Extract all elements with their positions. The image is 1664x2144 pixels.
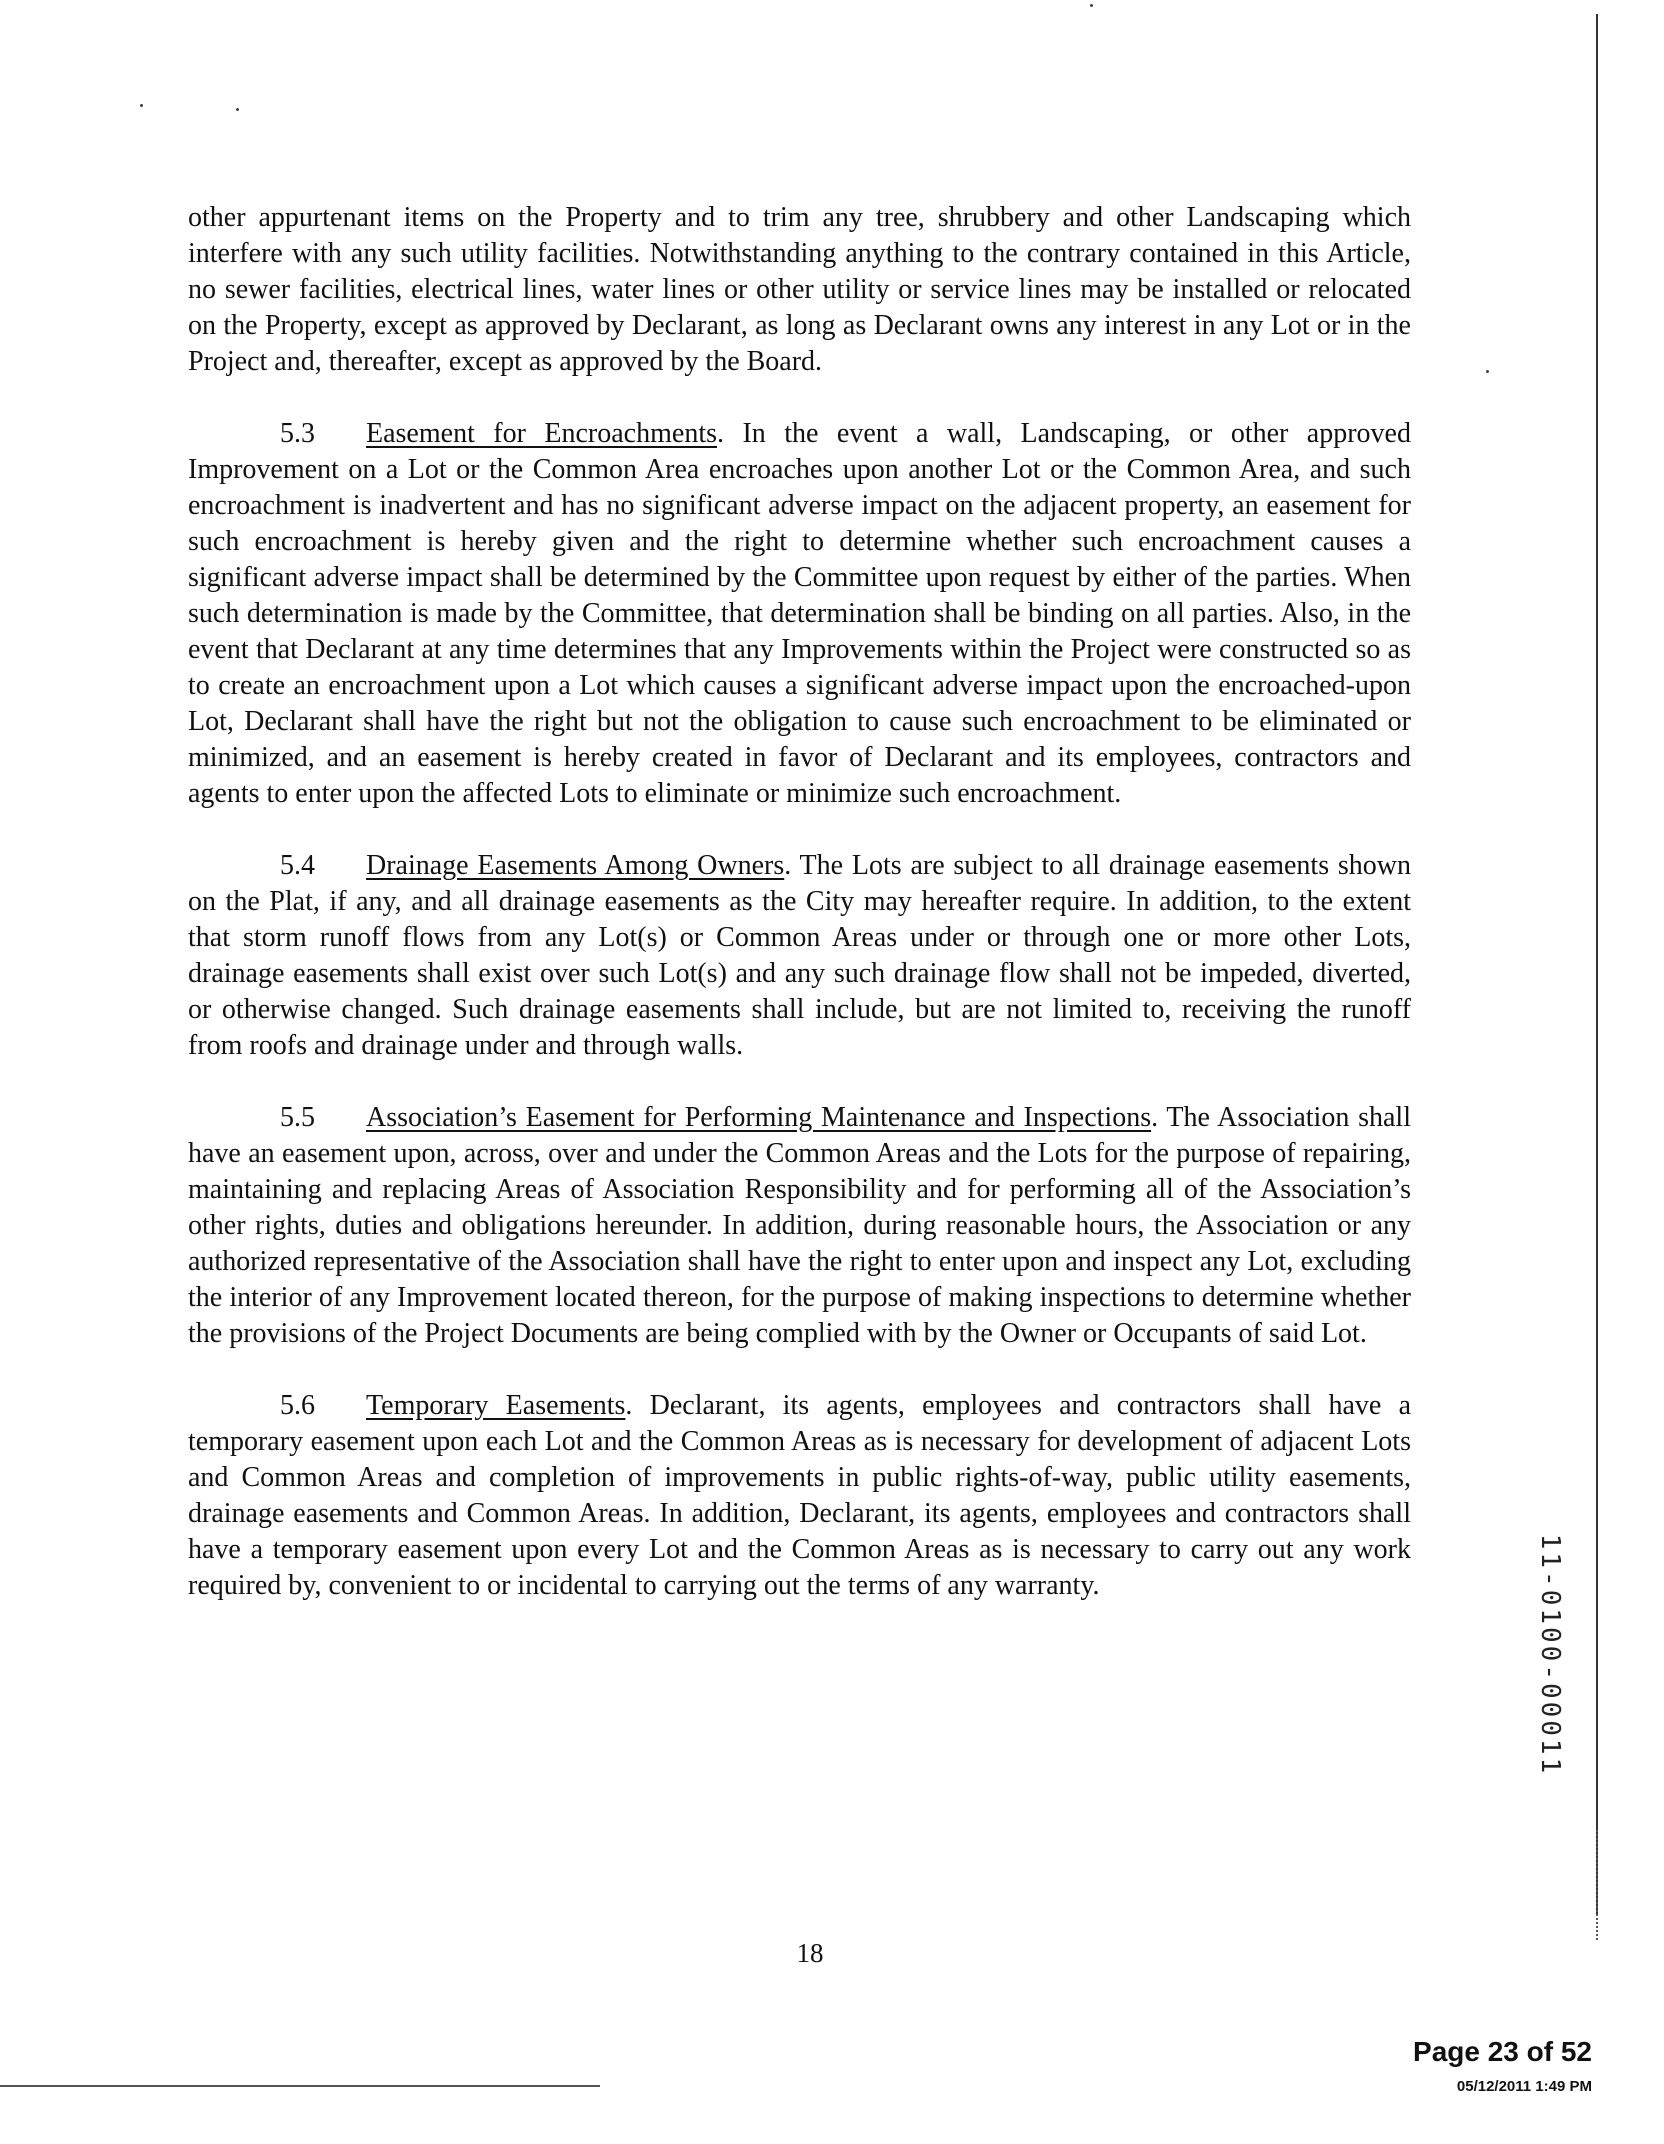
paragraph-text: other appurtenant items on the Property and to trim any tree, shrubbery and other Landscaping which interfere with any such utility facilities. Notwithstanding anything to the contrary contained in this Article, no sewer facilities, electrical lines, water lines or other utility or service lines may be installed or relocated on the Property, except as approved by Declarant, as long as Declarant owns any interest in any Lot or in the Project and, thereafter, except as approved by the Board.	[188, 202, 1411, 377]
document-body	[188, 200, 1411, 1640]
footer-page-count: Page 23 of 52	[1413, 2036, 1592, 2067]
footer-timestamp: 05/12/2011 1:49 PM	[1456, 2078, 1592, 2095]
section-heading: Easement for Encroachments	[366, 418, 717, 449]
paragraph-continuation	[188, 200, 1411, 380]
section-heading: Temporary Easements	[366, 1390, 626, 1421]
right-margin-rule	[1596, 14, 1598, 1914]
scan-speck	[1090, 4, 1093, 7]
section-text: . Declarant, its agents, employees and contractors shall have a temporary easement upon each Lot and the Common Areas as is necessary for development of adjacent Lots and Common Areas and completion of improvements in public rights-of-way, public utility easements, drainage easements and Common Areas. In addition, Declarant, its agents, employees and contractors shall have a temporary easement upon every Lot and the Common Areas as is necessary to carry out any work required by, convenient to or incidental to carrying out the terms of any warranty.	[188, 1390, 1411, 1601]
section-number: 5.4	[280, 850, 315, 881]
page-number: 18	[796, 1938, 824, 1968]
scan-speck	[236, 108, 239, 111]
section-heading: Association’s Easement for Performing Maintenance and Inspections	[366, 1102, 1152, 1133]
section-text: . The Lots are subject to all drainage easements shown on the Plat, if any, and all drainage easements as the City may hereafter require. In addition, to the extent that storm runoff flows from any Lot(s) or Common Areas under or through one or more other Lots, drainage easements shall exist over such Lot(s) and any such drainage flow shall not be impeded, diverted, or otherwise changed. Such drainage easements shall include, but are not limited to, receiving the runoff from roofs and drainage under and through walls.	[188, 850, 1411, 1061]
recording-number-stamp	[1528, 1530, 1572, 1780]
section-number: 5.5	[280, 1102, 315, 1133]
footer-rule	[0, 2085, 600, 2087]
section-5-6	[188, 1388, 1411, 1604]
section-5-4	[188, 848, 1411, 1064]
right-margin-dotted-rule	[1596, 1830, 1598, 1940]
scan-speck	[1486, 370, 1489, 373]
section-number: 5.3	[280, 418, 315, 449]
recording-number: 11-0100-00011	[1535, 1533, 1565, 1777]
section-5-5	[188, 1100, 1411, 1352]
section-number: 5.6	[280, 1390, 315, 1421]
section-heading: Drainage Easements Among Owners	[366, 850, 785, 881]
section-5-3	[188, 416, 1411, 812]
section-text: . The Association shall have an easement upon, across, over and under the Common Areas and the Lots for the purpose of repairing, maintaining and replacing Areas of Association Responsibility and for performing all of the Association’s other rights, duties and obligations hereunder. In addition, during reasonable hours, the Association or any authorized representative of the Association shall have the right to enter upon and inspect any Lot, excluding the interior of any Improvement located thereon, for the purpose of making inspections to determine whether the provisions of the Project Documents are being complied with by the Owner or Occupants of said Lot.	[188, 1102, 1411, 1349]
scan-speck	[140, 104, 143, 107]
section-text: . In the event a wall, Landscaping, or other approved Improvement on a Lot or the Common Area encroaches upon another Lot or the Common Area, and such encroachment is inadvertent and has no significant adverse impact on the adjacent property, an easement for such encroachment is hereby given and the right to determine whether such encroachment causes a significant adverse impact shall be determined by the Committee upon request by either of the parties. When such determination is made by the Committee, that determination shall be binding on all parties. Also, in the event that Declarant at any time determines that any Improvements within the Project were constructed so as to create an encroachment upon a Lot which causes a significant adverse impact upon the encroached-upon Lot, Declarant shall have the right but not the obligation to cause such encroachment to be eliminated or minimized, and an easement is hereby created in favor of Declarant and its employees, contractors and agents to enter upon the affected Lots to eliminate or minimize such encroachment.	[188, 418, 1411, 809]
